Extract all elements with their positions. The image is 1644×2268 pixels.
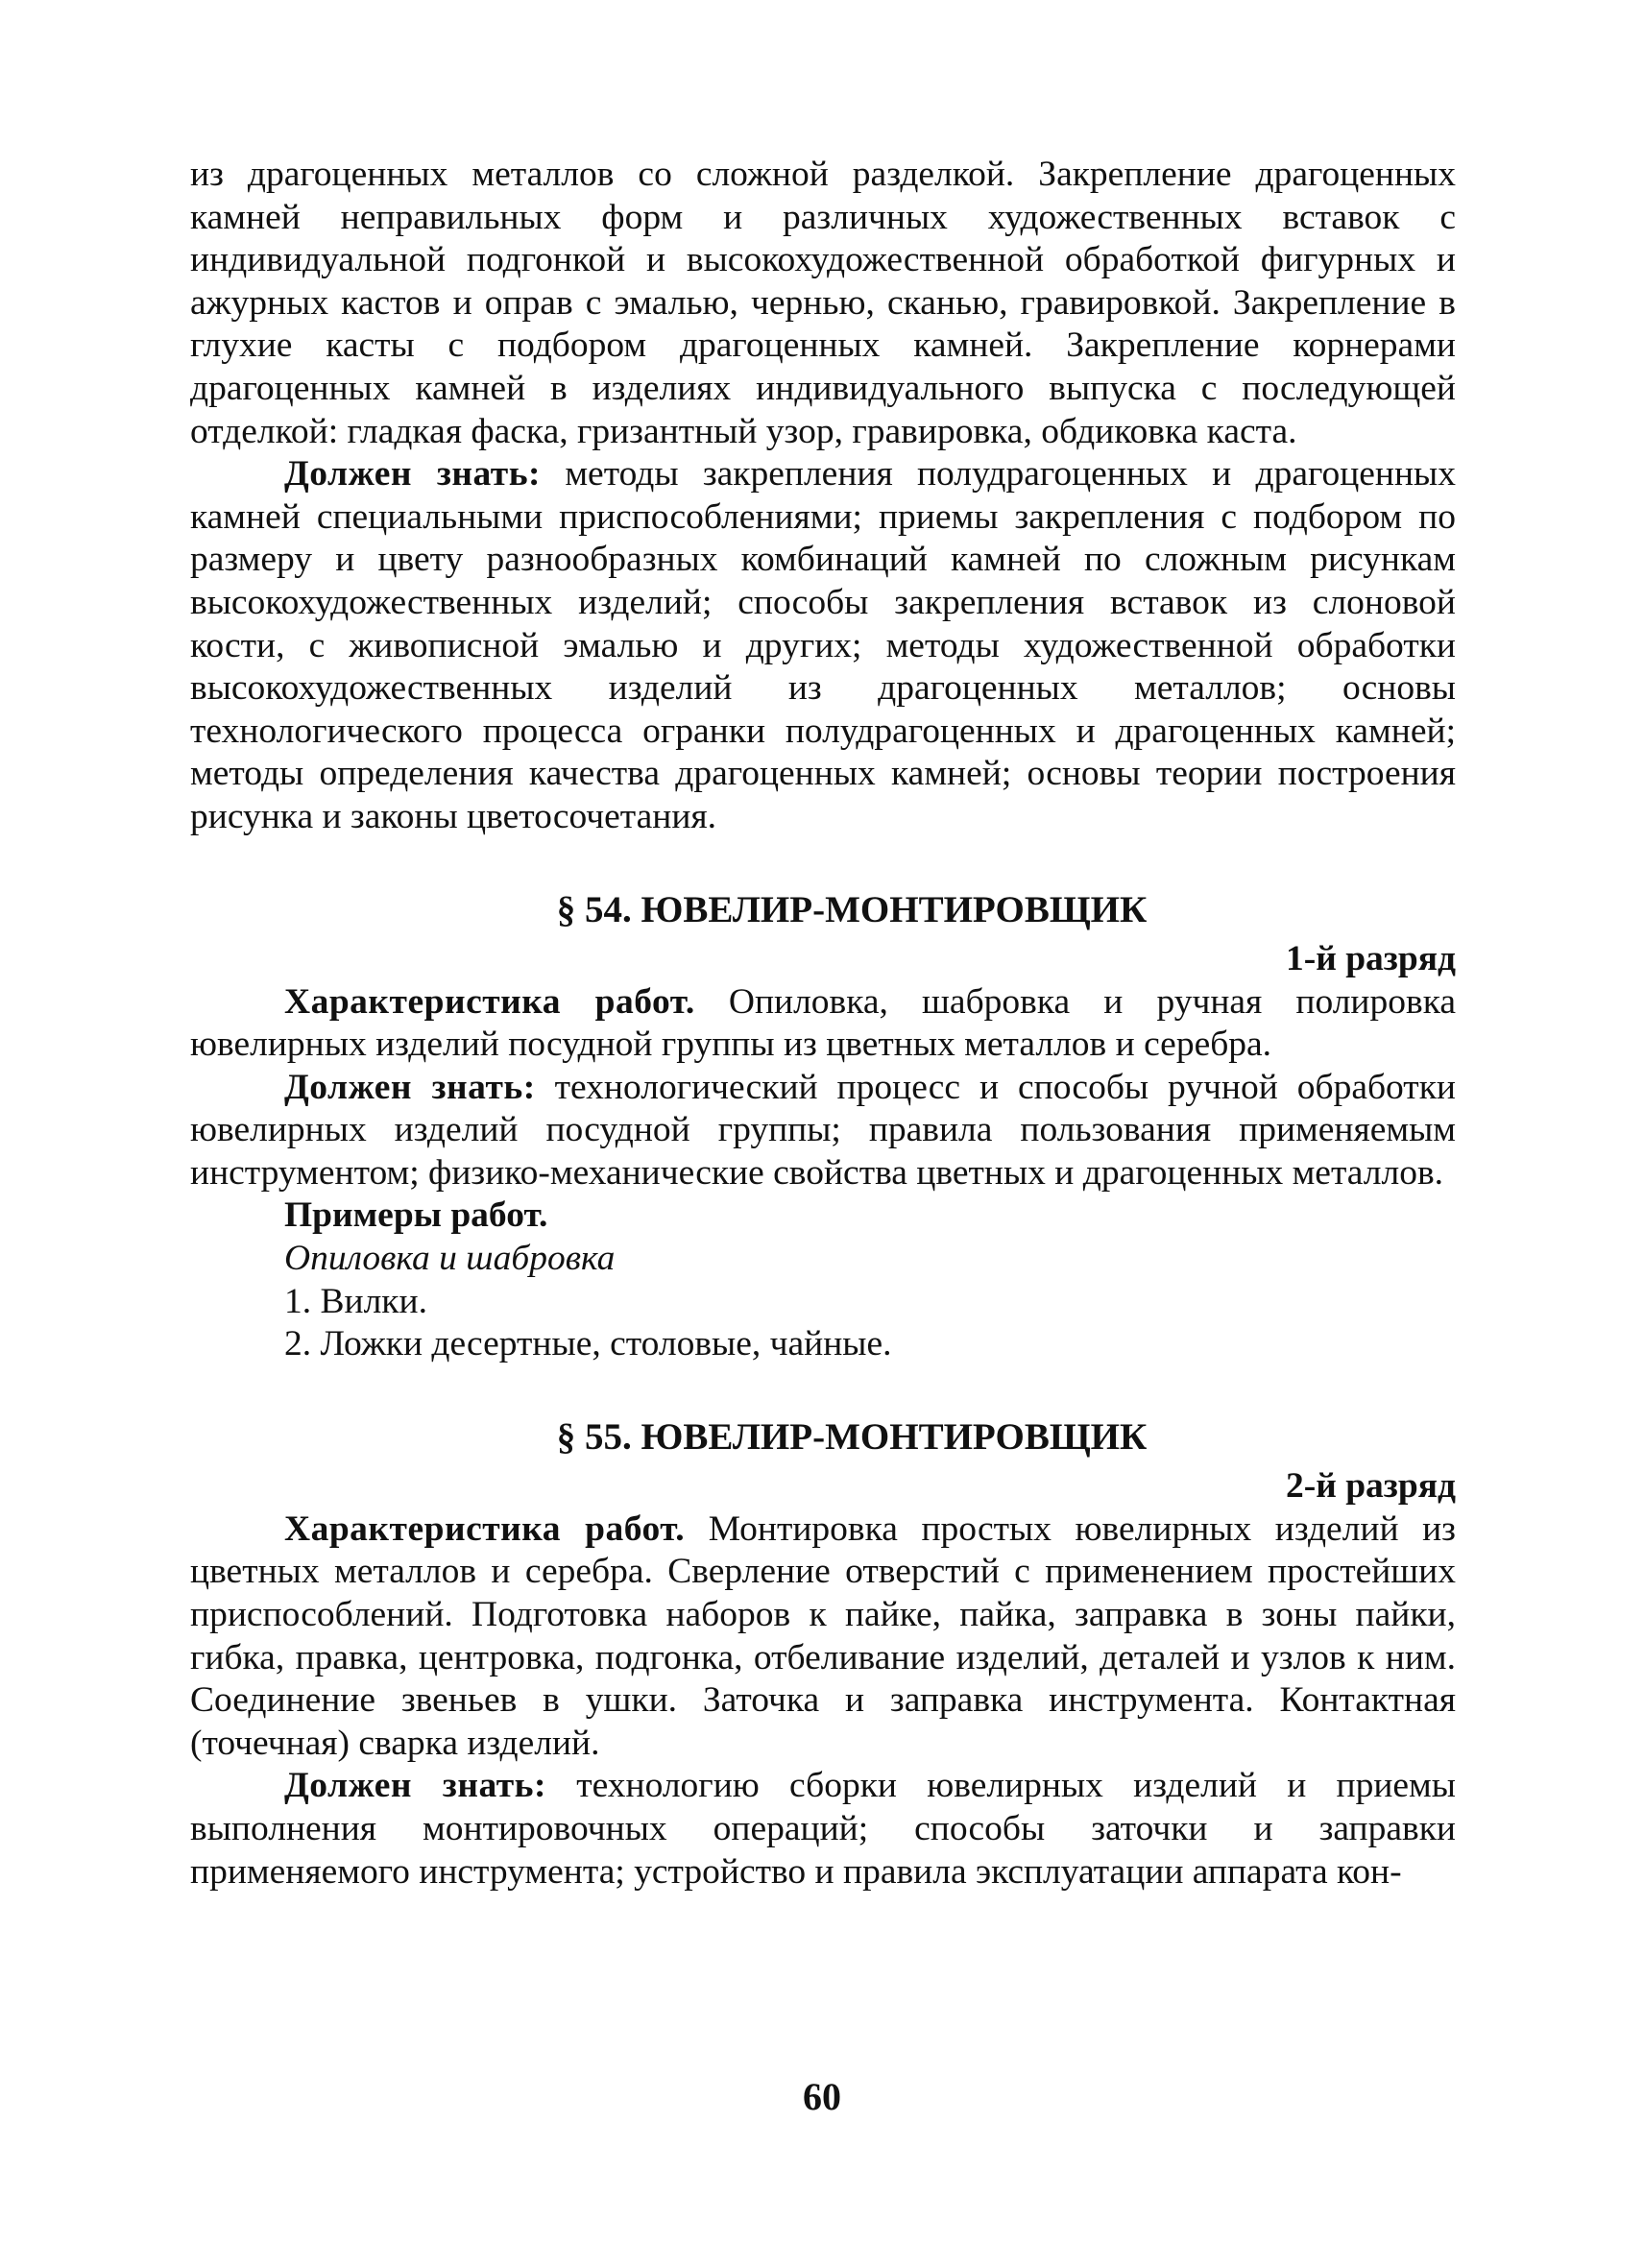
prev-knowledge-label: Должен знать: — [284, 454, 542, 495]
prev-knowledge-text: методы закрепления полудрагоценных и драгоценных камней специальными приспособлениями; приемы закрепления с подбором по размеру и цвету разнообразных комбинаций камней по сложным рисункам высокохудожественных изделий; способы закрепления вставок из слоновой кости, с живописной эмалью и других; методы художественной обработки высокохудожественных изделий из драгоценных металлов; основы технологического процесса огранки полудрагоценных и драгоценных камней; методы определения качества драгоценных камней; основы теории построения рисунка и законы цветосочетания. — [190, 454, 1456, 836]
section-55-knowledge-text: технологию сборки ювелирных изделий и приемы выполнения монтировочных операций; способы заточки и заправки применяемого инструмента; устройство и правила эксплуатации аппарата кон- — [190, 1766, 1456, 1892]
section-55-knowledge-label: Должен знать: — [284, 1766, 546, 1806]
section-55-title: § 55. ЮВЕЛИР-МОНТИРОВЩИК — [556, 1415, 1148, 1458]
page-number: 60 — [803, 2075, 841, 2118]
section-54-title: § 54. ЮВЕЛИР-МОНТИРОВЩИК — [556, 888, 1148, 930]
section-54-example-item: 1. Вилки. — [284, 1281, 427, 1321]
section-55-work-label: Характеристика работ. — [284, 1508, 686, 1549]
section-54-example-item: 2. Ложки десертные, столовые, чайные. — [284, 1324, 892, 1364]
section-54-examples-subheading: Опиловка и шабровка — [284, 1239, 616, 1279]
section-54-knowledge-paragraph — [190, 1067, 1456, 1195]
section-55-work-text: Монтировка простых ювелирных изделий из цветных металлов и серебра. Сверление отверстий с применением простейших приспособлений. Подготовка наборов к пайке, пайка, заправка в зоны пайки, гибка, правка, центровка, подгонка, отбеливание изделий, деталей и узлов к ним. Соединение звеньев в ушки. Заточка и заправка инструмента. Контактная (точечная) сварка изделий. — [190, 1508, 1456, 1763]
section-54-grade: 1-й разряд — [1285, 938, 1456, 978]
intro-paragraph: из драгоценных металлов со сложной разделкой. Закрепление драгоценных камней неправильных форм и различных художественных вставок с индивидуальной подгонкой и высокохудожественной обработкой фигурных и ажурных кастов и оправ с эмалью, чернью, сканью, гравировкой. Закрепление в глухие касты с подбором драгоценных камней. Закрепление корнерами драгоценных камней в изделиях индивидуального выпуска с последующей отделкой: гладкая фаска, гризантный узор, гравировка, обдиковка каста. — [190, 155, 1456, 451]
section-54-work-text: Опиловка, шабровка и ручная полировка ювелирных изделий посудной группы из цветных металлов и серебра. — [190, 981, 1456, 1065]
section-54-work-label: Характеристика работ. — [284, 981, 695, 1022]
prev-knowledge-paragraph — [190, 453, 1456, 838]
section-55-work-paragraph — [190, 1508, 1456, 1766]
section-54-knowledge-label: Должен знать: — [284, 1067, 536, 1107]
section-54-knowledge-text: технологический процесс и способы ручной обработки ювелирных изделий посудной группы; правила пользования применяемым инструментом; физико-механические свойства цветных и драгоценных металлов. — [190, 1067, 1456, 1193]
section-55-grade: 2-й разряд — [1285, 1465, 1456, 1506]
section-54-work-paragraph — [190, 981, 1456, 1067]
document-page — [190, 154, 1456, 1894]
section-54-examples-heading: Примеры работ. — [284, 1195, 548, 1236]
section-55-knowledge-paragraph — [190, 1765, 1456, 1894]
